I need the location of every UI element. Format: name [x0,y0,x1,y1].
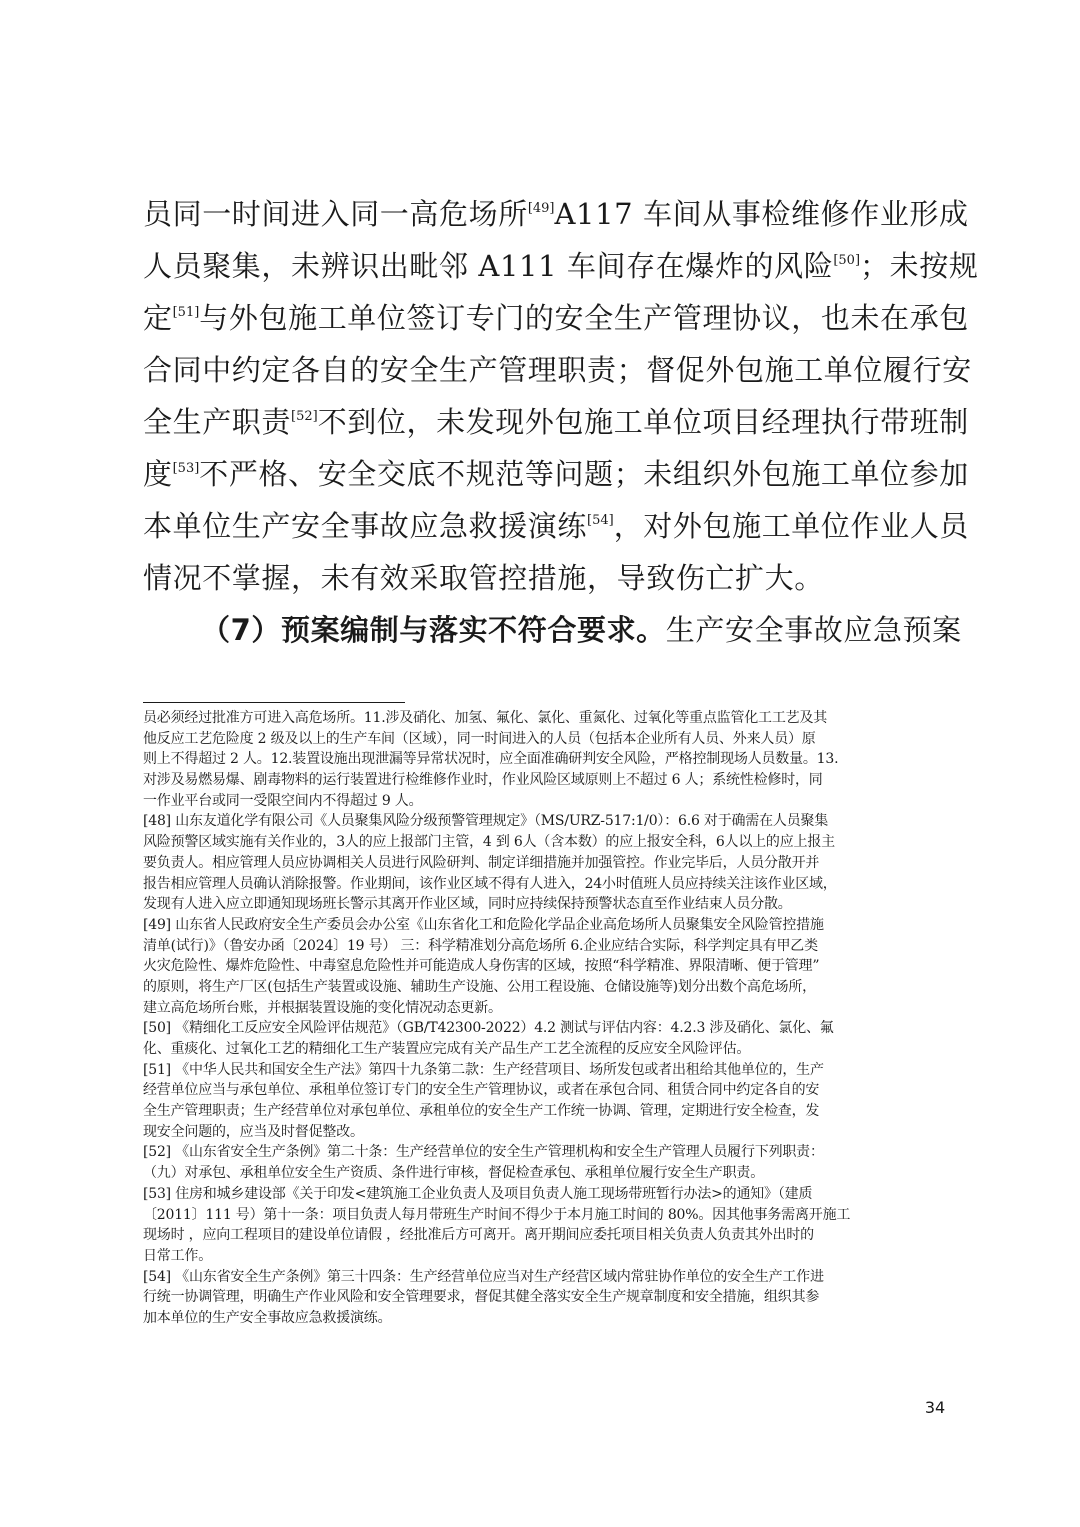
body-line [143,344,972,396]
footnote-line: 化、重痰化、过氧化工艺的精细化工生产装置应完成有关产品生产工艺全流程的反应安全风险评估。 [143,1041,751,1057]
footnote-line: 经营单位应当与承包单位、承租单位签订专门的安全生产管理协议，或者在承包合同、租赁合同中约定各自的安 [143,1082,820,1099]
body-text-segment: 合同中约定各自的安全生产管理职责；督促外包施工单位履行安 [143,353,972,387]
body-text [143,188,979,656]
footnote-line: 风险预警区域实施有关作业的，3人的应上报部门主管，4 到 6人（含本数）的应上报安全科，6人以上的应上报主 [143,834,835,851]
footnote-line: 全生产管理职责；生产经营单位对承包单位、承租单位的安全生产工作统一协调、管理，定期进行安全检查，发 [143,1103,820,1120]
footnote-line: 发现有人进入应立即通知现场班长警示其离开作业区域，同时应持续保持预警状态直至作业结束人员分散。 [143,896,792,913]
body-line [143,552,943,604]
footnote-line: 则上不得超过 2 人。12.装置设施出现泄漏等异常状况时，应全面准确研判安全风险，严格控制现场人员数量。13. [143,751,839,768]
footnote-line: 日常工作。 [143,1247,212,1264]
footnote-line: 现场时 ，应向工程项目的建设单位请假 ，经批准后方可离开。离开期间应委托项目相关负责人负责其外出时的 [143,1227,814,1244]
footnote-line: 要负责人。相应管理人员应协调相关人员进行风险研判、制定详细措施并加强管控。作业完毕后，人员分散开并 [143,854,820,871]
footnote-line: [50] 《精细化工反应安全风险评估规范》（GB/T42300-2022）4.2 测试与评估内容：4.2.3 涉及硝化、氯化、氟 [143,1020,834,1037]
body-text-segment: ，对外包施工单位作业人员 [613,509,969,543]
body-line [143,292,969,344]
body-line [143,396,969,448]
body-text-segment: A117 车间从事检维修作业形成 [554,197,969,231]
body-text-segment: 生产安全事故应急预案 [665,613,962,647]
footnote-line: [48] 山东友道化学有限公司《人员聚集风险分级预警管理规定》（MS/URZ-517:1/0）：6.6 对于确需在人员聚集 [143,813,829,830]
section-heading: （7）预案编制与落实不符合要求。 [201,613,666,647]
footnote-line: 行统一协调管理，明确生产作业风险和安全管理要求，督促其健全落实安全生产规章制度和安全措施，组织其参 [143,1289,820,1306]
body-text-segment: 本单位生产安全事故应急救援演练 [143,509,588,543]
footnote-line: 一作业平台或同一受限空间内不得超过 9 人。 [143,792,423,809]
footnote-line: 报告相应管理人员确认消除报警。作业期间，该作业区域不得有人进入，24小时值班人员应持续关注该作业区域， [143,875,837,892]
body-line [143,500,969,552]
footnote-line: （九）对承包、承租单位安全生产资质、条件进行审核，督促检查承包、承租单位履行安全生产职责。 [143,1165,764,1182]
footnote-ref-50[interactable]: [50] [833,253,861,268]
footnote-ref-53[interactable]: [53] [172,461,200,476]
body-text-segment: ；未按规 [860,249,979,283]
footnotes-section [143,708,943,1329]
footnote-line: [54] 《山东省安全生产条例》第三十四条：生产经营单位应当对生产经营区域内常驻协作单位的安全生产工作进 [143,1268,824,1285]
footnote-line: [49] 山东省人民政府安全生产委员会办公室《山东省化工和危险化学品企业高危场所人员聚集安全风险管控措施 [143,916,824,933]
body-text-segment: 人员聚集，未辨识出毗邻 A111 车间存在爆炸的风险 [143,249,834,283]
footnote-line: 建立高危场所台账，并根据装置设施的变化情况动态更新。 [143,999,502,1016]
footnote-line: [53] 住房和城乡建设部《关于印发<建筑施工企业负责人及项目负责人施工现场带班暂行办法>的通知》（建质 [143,1185,813,1202]
footnote-line: 对涉及易燃易爆、剧毒物料的运行装置进行检维修作业时，作业风险区域原则上不超过 6 人；系统性检修时，同 [143,772,823,789]
body-text-segment: 度 [143,457,173,491]
body-line [143,188,969,240]
body-text-segment: 不严格、安全交底不规范等问题；未组织外包施工单位参加 [199,457,969,491]
footnote-line: 员必须经过批准方可进入高危场所。11.涉及硝化、加氢、氟化、氯化、重氮化、过氧化等重点监管化工工艺及其 [143,710,828,726]
page-number: 34 [924,1398,946,1417]
body-line-section-heading [143,604,962,656]
footnote-divider [143,702,405,703]
body-text-segment: 情况不掌握，未有效采取管控措施，导致伤亡扩大。 [143,561,824,595]
footnote-line: 〔2011〕111 号）第十一条：项目负责人每月带班生产时间不得少于本月施工时间的 80%。因其他事务需离开施工 [143,1206,851,1223]
body-line [143,240,979,292]
footnote-line: 他反应工艺危险度 2 级及以上的生产车间（区域），同一时间进入的人员（包括本企业所有人员、外来人员）原 [143,730,816,747]
body-text-segment: 员同一时间进入同一高危场所 [143,197,528,231]
body-text-segment: 不到位，未发现外包施工单位项目经理执行带班制 [317,405,969,439]
footnote-line: [51] 《中华人民共和国安全生产法》第四十九条第二款：生产经营项目、场所发包或者出租给其他单位的，生产 [143,1061,824,1078]
body-text-segment: 与外包施工单位签订专门的安全生产管理协议，也未在承包 [199,301,969,335]
footnote-line: 清单(试行)》（鲁安办函〔2024〕19 号） 三：科学精准划分高危场所 6.企业应结合实际，科学判定具有甲乙类 [143,937,818,954]
footnote-ref-49[interactable]: [49] [527,201,555,216]
footnote-ref-52[interactable]: [52] [291,409,318,424]
footnote-line: 加本单位的生产安全事故应急救援演练。 [143,1309,392,1326]
footnote-line: 火灾危险性、爆炸危险性、中毒窒息危险性并可能造成人身伤害的区域，按照“科学精准、界限清晰、便于管理” [143,958,820,975]
body-line [143,448,969,500]
footnote-line: [52] 《山东省安全生产条例》第二十条：生产经营单位的安全生产管理机构和安全生产管理人员履行下列职责： [143,1144,824,1161]
body-text-segment: 全生产职责 [143,405,292,439]
footnote-line: 的原则，将生产厂区(包括生产装置或设施、辅助生产设施、公用工程设施、仓储设施等)划分出数个高危场所， [143,978,816,995]
footnote-ref-51[interactable]: [51] [172,305,200,320]
footnote-line: 现安全问题的，应当及时督促整改。 [143,1123,364,1140]
footnote-ref-54[interactable]: [54] [587,513,614,528]
body-text-segment: 定 [143,301,173,335]
